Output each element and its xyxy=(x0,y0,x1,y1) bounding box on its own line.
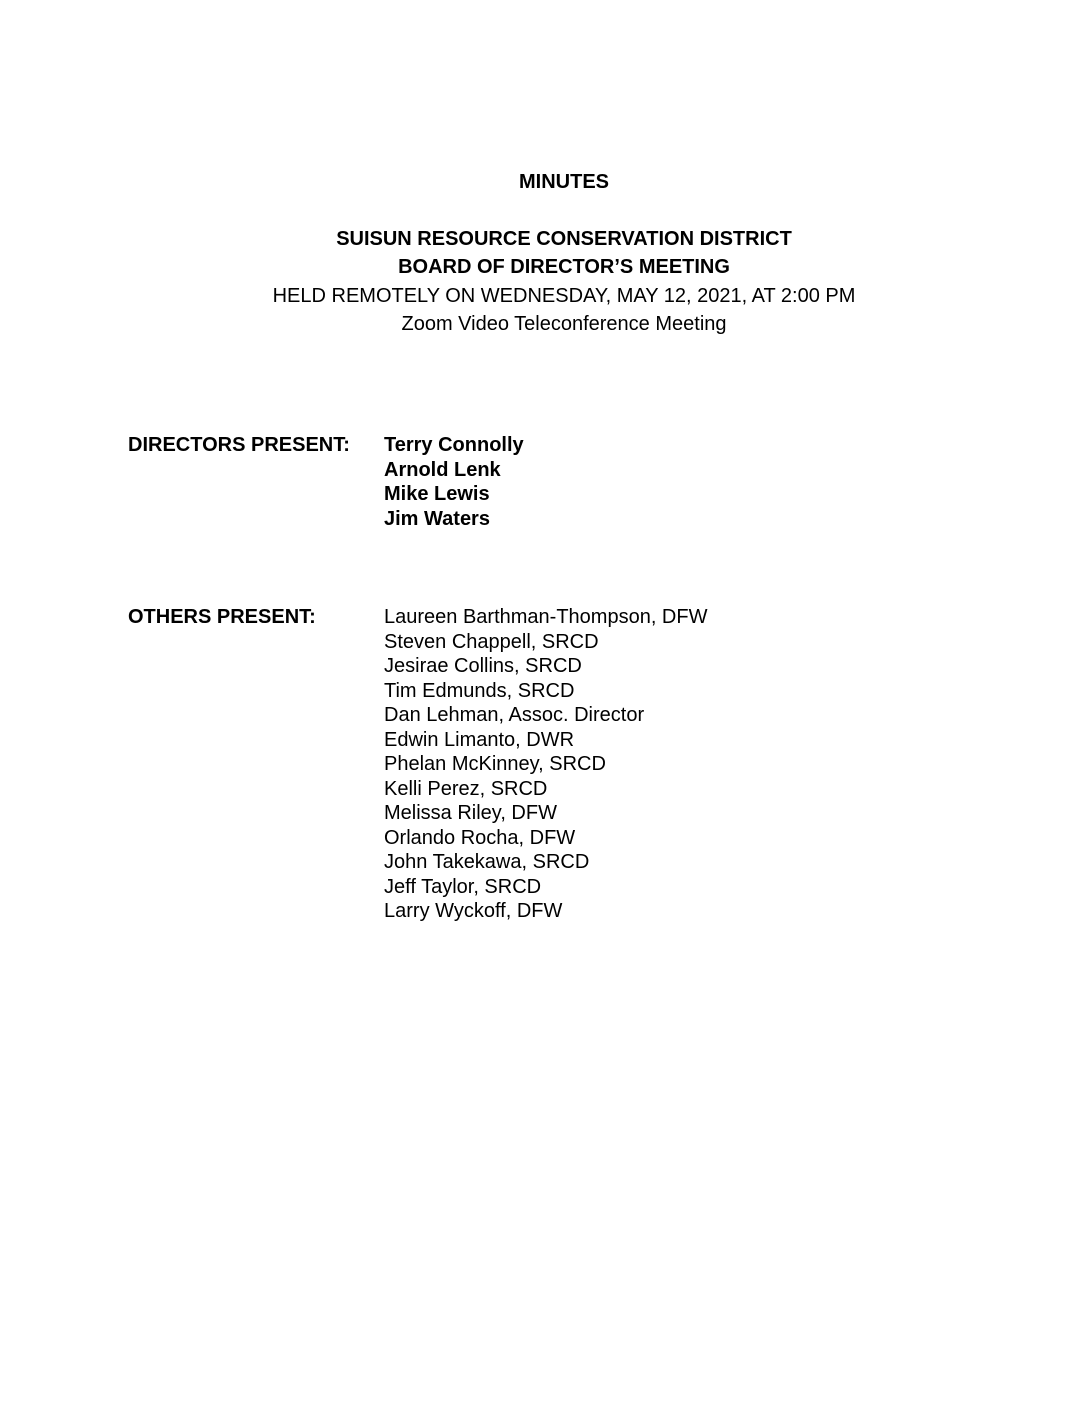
directors-present-label: DIRECTORS PRESENT: xyxy=(128,434,350,456)
attendee-name: Jeff Taylor, SRCD xyxy=(384,875,542,898)
meeting-venue: Zoom Video Teleconference Meeting xyxy=(401,313,727,335)
meeting-name: BOARD OF DIRECTOR’S MEETING xyxy=(398,256,730,278)
attendee-name: Steven Chappell, SRCD xyxy=(384,630,599,653)
director-name: Arnold Lenk xyxy=(384,458,501,481)
attendee-name: Kelli Perez, SRCD xyxy=(384,777,548,800)
attendee-name: Larry Wyckoff, DFW xyxy=(384,900,563,922)
district-name: SUISUN RESOURCE CONSERVATION DISTRICT xyxy=(336,228,792,250)
others-present-label: OTHERS PRESENT: xyxy=(128,606,316,628)
document-title: MINUTES xyxy=(519,171,609,193)
attendee-name: Dan Lehman, Assoc. Director xyxy=(384,704,645,726)
director-name: Terry Connolly xyxy=(384,434,524,456)
attendee-name: Melissa Riley, DFW xyxy=(384,802,557,824)
attendee-name: Phelan McKinney, SRCD xyxy=(384,753,606,775)
director-name: Jim Waters xyxy=(384,507,490,530)
attendee-name: Laureen Barthman-Thompson, DFW xyxy=(384,606,708,628)
others-present-list xyxy=(384,605,707,924)
attendee-name: Edwin Limanto, DWR xyxy=(384,728,575,751)
attendee-name: John Takekawa, SRCD xyxy=(384,851,590,873)
attendee-name: Jesirae Collins, SRCD xyxy=(384,655,582,677)
meeting-date: HELD REMOTELY ON WEDNESDAY, MAY 12, 2021, AT 2:00 PM xyxy=(272,285,856,307)
attendee-name: Orlando Rocha, DFW xyxy=(384,826,576,849)
directors-present-list xyxy=(384,433,524,531)
attendee-name: Tim Edmunds, SRCD xyxy=(384,679,575,702)
director-name: Mike Lewis xyxy=(384,483,490,505)
